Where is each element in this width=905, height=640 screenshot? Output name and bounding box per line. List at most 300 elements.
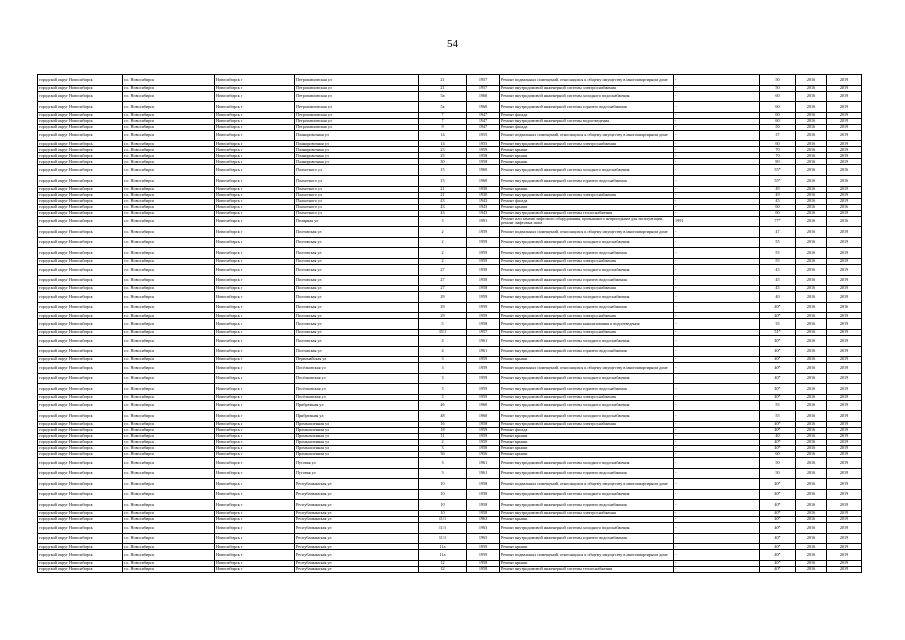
house-number-cell: 2	[419, 440, 467, 446]
city-cell: Новосибирск г	[215, 550, 295, 561]
start-year-cell: 2016	[796, 204, 827, 210]
house-number-cell: 12	[419, 566, 467, 572]
house-number-cell: 46	[419, 400, 467, 411]
street-cell: Республиканская ул	[295, 533, 419, 544]
table-row	[38, 75, 862, 86]
district-cell: г.о. Новосибирск	[123, 329, 215, 335]
build-year-cell: 1961	[467, 346, 500, 357]
start-year-cell: 2016	[796, 85, 827, 91]
district-cell: г.о. Новосибирск	[123, 422, 215, 428]
build-year-cell: 1960	[467, 91, 500, 102]
street-cell: Промышленная ул	[295, 452, 419, 458]
table-row	[38, 292, 862, 303]
start-year-cell: 2016	[796, 75, 827, 86]
municipality-cell: городской округ Новосибирск	[38, 124, 123, 130]
lift-year-cell: -	[674, 440, 760, 446]
municipality-cell: городской округ Новосибирск	[38, 550, 123, 561]
street-cell: Промышленная ул	[295, 428, 419, 434]
street-cell: Плахотного ул	[295, 186, 419, 192]
street-cell: Петропавловская ул	[295, 91, 419, 102]
work-type-cell: Ремонт внутридомовой инженерной системы электроснабжения	[500, 329, 674, 335]
municipality-cell: городской округ Новосибирск	[38, 446, 123, 452]
work-type-cell: Ремонт внутридомовой инженерной системы горячего водоснабжения	[500, 102, 674, 113]
lift-year-cell: -	[674, 560, 760, 566]
table-row	[38, 489, 862, 500]
table-row	[38, 275, 862, 286]
end-year-cell: 2019	[827, 517, 862, 523]
start-year-cell: 2016	[796, 458, 827, 469]
house-number-cell: 2	[419, 227, 467, 238]
district-cell: г.о. Новосибирск	[123, 544, 215, 550]
street-cell: Петропавловская ул	[295, 118, 419, 124]
build-year-cell: 1958	[467, 286, 500, 292]
start-year-cell: 2016	[796, 400, 827, 411]
cost-cell: 50	[760, 75, 796, 86]
cost-cell: 40*	[760, 357, 796, 363]
house-number-cell: 11а	[419, 550, 467, 561]
city-cell: Новосибирск г	[215, 560, 295, 566]
work-type-cell: Ремонт крыши	[500, 517, 674, 523]
street-cell: Планировочная ул	[295, 147, 419, 153]
work-type-cell: Ремонт подвальных помещений, относящихся к общему имуществу в многоквартирном доме	[500, 550, 674, 561]
municipality-cell: городской округ Новосибирск	[38, 292, 123, 303]
house-number-cell: 29	[419, 313, 467, 319]
district-cell: г.о. Новосибирск	[123, 85, 215, 91]
build-year-cell: 1959	[467, 384, 500, 395]
start-year-cell: 2016	[796, 118, 827, 124]
work-type-cell: Ремонт крыши	[500, 544, 674, 550]
municipality-cell: городской округ Новосибирск	[38, 102, 123, 113]
city-cell: Новосибирск г	[215, 363, 295, 374]
work-type-cell: Ремонт крыши	[500, 186, 674, 192]
end-year-cell: 2019	[827, 400, 862, 411]
house-number-cell: 29	[419, 292, 467, 303]
work-type-cell: Ремонт внутридомовой инженерной системы горячего водоснабжения	[500, 175, 674, 186]
table-row	[38, 550, 862, 561]
district-cell: г.о. Новосибирск	[123, 363, 215, 374]
lift-year-cell: -	[674, 533, 760, 544]
work-type-cell: Ремонт фасада	[500, 198, 674, 204]
house-number-cell: 9	[419, 124, 467, 130]
start-year-cell: 2016	[796, 186, 827, 192]
lift-year-cell: -	[674, 479, 760, 490]
house-number-cell: 7	[419, 118, 467, 124]
street-cell: Полтавская ул	[295, 237, 419, 248]
municipality-cell: городской округ Новосибирск	[38, 434, 123, 440]
build-year-cell: 1959	[467, 394, 500, 400]
municipality-cell: городской округ Новосибирск	[38, 75, 123, 86]
house-number-cell: 35/1	[419, 329, 467, 335]
build-year-cell: 1930	[467, 186, 500, 192]
street-cell: Республиканская ул	[295, 560, 419, 566]
district-cell: г.о. Новосибирск	[123, 319, 215, 330]
street-cell: Республиканская ул	[295, 544, 419, 550]
build-year-cell: 1958	[467, 422, 500, 428]
end-year-cell: 2019	[827, 422, 862, 428]
house-number-cell: 5а	[419, 102, 467, 113]
district-cell: г.о. Новосибирск	[123, 394, 215, 400]
end-year-cell: 2019	[827, 147, 862, 153]
build-year-cell: 1955	[467, 130, 500, 141]
street-cell: Посёлковская ул	[295, 384, 419, 395]
start-year-cell: 2016	[796, 302, 827, 313]
street-cell: Республиканская ул	[295, 479, 419, 490]
municipality-cell: городской округ Новосибирск	[38, 394, 123, 400]
work-type-cell: Ремонт внутридомовой инженерной системы холодного водоснабжения	[500, 400, 674, 411]
start-year-cell: 2016	[796, 124, 827, 130]
house-number-cell: 14	[419, 141, 467, 147]
build-year-cell: 1959	[467, 363, 500, 374]
cost-cell: 40*	[760, 384, 796, 395]
table-row	[38, 523, 862, 534]
street-cell: Республиканская ул	[295, 489, 419, 500]
cost-cell: 60	[760, 118, 796, 124]
municipality-cell: городской округ Новосибирск	[38, 275, 123, 286]
end-year-cell: 2019	[827, 479, 862, 490]
cost-cell: 40*	[760, 550, 796, 561]
municipality-cell: городской округ Новосибирск	[38, 560, 123, 566]
municipality-cell: городской округ Новосибирск	[38, 319, 123, 330]
lift-year-cell: -	[674, 153, 760, 159]
street-cell: Республиканская ул	[295, 500, 419, 511]
work-type-cell: Ремонт крыши	[500, 153, 674, 159]
build-year-cell: 1959	[467, 292, 500, 303]
lift-year-cell: -	[674, 159, 760, 165]
municipality-cell: городской округ Новосибирск	[38, 204, 123, 210]
work-type-cell: Ремонт внутридомовой инженерной системы холодного водоснабжения	[500, 458, 674, 469]
cost-cell: 40*	[760, 422, 796, 428]
municipality-cell: городской округ Новосибирск	[38, 210, 123, 216]
house-number-cell: 21	[419, 192, 467, 198]
end-year-cell: 2019	[827, 91, 862, 102]
lift-year-cell: -	[674, 566, 760, 572]
end-year-cell: 2019	[827, 434, 862, 440]
municipality-cell: городской округ Новосибирск	[38, 112, 123, 118]
municipality-cell: городской округ Новосибирск	[38, 192, 123, 198]
city-cell: Новосибирск г	[215, 147, 295, 153]
cost-cell: 55	[760, 237, 796, 248]
cost-cell: 50	[760, 85, 796, 91]
street-cell: Прибрежная ул	[295, 411, 419, 422]
city-cell: Новосибирск г	[215, 118, 295, 124]
district-cell: г.о. Новосибирск	[123, 523, 215, 534]
build-year-cell: 1959	[467, 434, 500, 440]
house-number-cell: 11а	[419, 544, 467, 550]
work-type-cell: Ремонт внутридомовой инженерной системы электроснабжения	[500, 286, 674, 292]
build-year-cell: 1947	[467, 124, 500, 130]
build-year-cell: 1959	[467, 428, 500, 434]
end-year-cell: 2019	[827, 511, 862, 517]
work-type-cell: Ремонт внутридомовой инженерной системы холодного водоснабжения	[500, 165, 674, 176]
start-year-cell: 2016	[796, 533, 827, 544]
end-year-cell: 2019	[827, 124, 862, 130]
lift-year-cell: -	[674, 75, 760, 86]
street-cell: Плахотного ул	[295, 210, 419, 216]
house-number-cell: 18	[419, 428, 467, 434]
district-cell: г.о. Новосибирск	[123, 400, 215, 411]
table-body	[38, 75, 862, 573]
end-year-cell: 2019	[827, 159, 862, 165]
district-cell: г.о. Новосибирск	[123, 227, 215, 238]
municipality-cell: городской округ Новосибирск	[38, 216, 123, 227]
start-year-cell: 2016	[796, 468, 827, 479]
end-year-cell: 2019	[827, 357, 862, 363]
city-cell: Новосибирск г	[215, 346, 295, 357]
build-year-cell: 1958	[467, 479, 500, 490]
house-number-cell: 29	[419, 302, 467, 313]
district-cell: г.о. Новосибирск	[123, 204, 215, 210]
start-year-cell: 2016	[796, 313, 827, 319]
build-year-cell: 1943	[467, 198, 500, 204]
table-row	[38, 130, 862, 141]
city-cell: Новосибирск г	[215, 227, 295, 238]
end-year-cell: 2016	[827, 175, 862, 186]
work-type-cell: Ремонт фасада	[500, 124, 674, 130]
house-number-cell: 5а	[419, 91, 467, 102]
work-type-cell: Ремонт крыши	[500, 560, 674, 566]
table-row	[38, 216, 862, 227]
work-type-cell: Ремонт внутридомовой инженерной системы электроснабжения	[500, 511, 674, 517]
municipality-cell: городской округ Новосибирск	[38, 153, 123, 159]
district-cell: г.о. Новосибирск	[123, 141, 215, 147]
municipality-cell: городской округ Новосибирск	[38, 302, 123, 313]
table-row	[38, 165, 862, 176]
lift-year-cell: -	[674, 130, 760, 141]
city-cell: Новосибирск г	[215, 440, 295, 446]
start-year-cell: 2016	[796, 112, 827, 118]
work-type-cell: Ремонт крыши	[500, 159, 674, 165]
district-cell: г.о. Новосибирск	[123, 302, 215, 313]
municipality-cell: городской округ Новосибирск	[38, 384, 123, 395]
city-cell: Новосибирск г	[215, 302, 295, 313]
end-year-cell: 2019	[827, 329, 862, 335]
end-year-cell: 2019	[827, 446, 862, 452]
street-cell: Посёлковская ул	[295, 363, 419, 374]
district-cell: г.о. Новосибирск	[123, 458, 215, 469]
street-cell: Полтавская ул	[295, 248, 419, 259]
house-number-cell: 11/1	[419, 523, 467, 534]
start-year-cell: 2016	[796, 329, 827, 335]
table-row	[38, 468, 862, 479]
work-type-cell: Ремонт внутридомовой инженерной системы электроснабжения	[500, 394, 674, 400]
district-cell: г.о. Новосибирск	[123, 159, 215, 165]
end-year-cell: 2019	[827, 248, 862, 259]
build-year-cell: 1959	[467, 248, 500, 259]
house-number-cell: 43	[419, 204, 467, 210]
city-cell: Новосибирск г	[215, 153, 295, 159]
start-year-cell: 2016	[796, 411, 827, 422]
end-year-cell: 2019	[827, 319, 862, 330]
table-row	[38, 566, 862, 572]
city-cell: Новосибирск г	[215, 544, 295, 550]
lift-year-cell: -	[674, 434, 760, 440]
district-cell: г.о. Новосибирск	[123, 373, 215, 384]
street-cell: Полтавская ул	[295, 302, 419, 313]
lift-year-cell: -	[674, 227, 760, 238]
street-cell: Планировочная ул	[295, 153, 419, 159]
start-year-cell: 2016	[796, 452, 827, 458]
district-cell: г.о. Новосибирск	[123, 292, 215, 303]
build-year-cell: 1943	[467, 204, 500, 210]
end-year-cell: 2019	[827, 500, 862, 511]
lift-year-cell: -	[674, 91, 760, 102]
street-cell: Петропавловская ул	[295, 112, 419, 118]
end-year-cell: 2019	[827, 275, 862, 286]
municipality-cell: городской округ Новосибирск	[38, 357, 123, 363]
municipality-cell: городской округ Новосибирск	[38, 373, 123, 384]
work-type-cell: Ремонт подвальных помещений, относящихся к общему имуществу в многоквартирном доме	[500, 227, 674, 238]
city-cell: Новосибирск г	[215, 434, 295, 440]
district-cell: г.о. Новосибирск	[123, 440, 215, 446]
street-cell: Плахотного ул	[295, 175, 419, 186]
cost-cell: 60	[760, 102, 796, 113]
municipality-cell: городской округ Новосибирск	[38, 85, 123, 91]
build-year-cell: 1960	[467, 102, 500, 113]
house-number-cell: 4	[419, 335, 467, 346]
city-cell: Новосибирск г	[215, 357, 295, 363]
start-year-cell: 2016	[796, 275, 827, 286]
lift-year-cell: -	[674, 192, 760, 198]
build-year-cell: 1960	[467, 175, 500, 186]
lift-year-cell: -	[674, 500, 760, 511]
house-number-cell: 10	[419, 489, 467, 500]
table-row	[38, 248, 862, 259]
district-cell: г.о. Новосибирск	[123, 434, 215, 440]
lift-year-cell: -	[674, 357, 760, 363]
city-cell: Новосибирск г	[215, 411, 295, 422]
build-year-cell: 1956	[467, 452, 500, 458]
end-year-cell: 2019	[827, 363, 862, 374]
cost-cell: 40	[760, 292, 796, 303]
start-year-cell: 2016	[796, 286, 827, 292]
end-year-cell: 2019	[827, 210, 862, 216]
lift-year-cell: -	[674, 489, 760, 500]
work-type-cell: Ремонт внутридомовой инженерной системы электроснабжения	[500, 85, 674, 91]
municipality-cell: городской округ Новосибирск	[38, 175, 123, 186]
end-year-cell: 2019	[827, 452, 862, 458]
end-year-cell: 2019	[827, 102, 862, 113]
build-year-cell: 1958	[467, 500, 500, 511]
municipality-cell: городской округ Новосибирск	[38, 248, 123, 259]
district-cell: г.о. Новосибирск	[123, 175, 215, 186]
lift-year-cell: -	[674, 468, 760, 479]
end-year-cell: 2019	[827, 130, 862, 141]
cost-cell: 60	[760, 210, 796, 216]
municipality-cell: городской округ Новосибирск	[38, 286, 123, 292]
street-cell: Полтавская ул	[295, 319, 419, 330]
municipality-cell: городской округ Новосибирск	[38, 517, 123, 523]
build-year-cell: 1960	[467, 400, 500, 411]
street-cell: Планировочная ул	[295, 130, 419, 141]
street-cell: Пуговая ул	[295, 458, 419, 469]
house-number-cell: 3	[419, 216, 467, 227]
table-row	[38, 227, 862, 238]
work-type-cell: Ремонт внутридомовой инженерной системы холодного водоснабжения	[500, 411, 674, 422]
city-cell: Новосибирск г	[215, 141, 295, 147]
cost-cell: 40*	[760, 346, 796, 357]
house-number-cell: 3	[419, 384, 467, 395]
city-cell: Новосибирск г	[215, 313, 295, 319]
cost-cell: 40*	[760, 335, 796, 346]
house-number-cell: 48	[419, 411, 467, 422]
street-cell: Плахотного ул	[295, 204, 419, 210]
municipality-cell: городской округ Новосибирск	[38, 479, 123, 490]
house-number-cell: 10	[419, 511, 467, 517]
municipality-cell: городской округ Новосибирск	[38, 141, 123, 147]
district-cell: г.о. Новосибирск	[123, 346, 215, 357]
municipality-cell: городской округ Новосибирск	[38, 159, 123, 165]
work-type-cell: Ремонт внутридомовой инженерной системы электроснабжения	[500, 141, 674, 147]
work-type-cell: Ремонт внутридомовой инженерной системы холодного водоснабжения	[500, 292, 674, 303]
start-year-cell: 2016	[796, 210, 827, 216]
build-year-cell: 1958	[467, 489, 500, 500]
house-number-cell: 30	[419, 159, 467, 165]
build-year-cell: 1955	[467, 141, 500, 147]
city-cell: Новосибирск г	[215, 124, 295, 130]
work-type-cell: Ремонт внутридомовой инженерной системы теплоснабжения	[500, 210, 674, 216]
municipality-cell: городской округ Новосибирск	[38, 313, 123, 319]
municipality-cell: городской округ Новосибирск	[38, 227, 123, 238]
end-year-cell: 2019	[827, 468, 862, 479]
city-cell: Новосибирск г	[215, 192, 295, 198]
build-year-cell: 1961	[467, 335, 500, 346]
start-year-cell: 2016	[796, 319, 827, 330]
city-cell: Новосибирск г	[215, 384, 295, 395]
table-row	[38, 102, 862, 113]
lift-year-cell: -	[674, 384, 760, 395]
lift-year-cell: -	[674, 422, 760, 428]
lift-year-cell: -	[674, 248, 760, 259]
city-cell: Новосибирск г	[215, 130, 295, 141]
house-number-cell: 11	[419, 434, 467, 440]
cost-cell: 55*	[760, 165, 796, 176]
cost-cell: 45	[760, 198, 796, 204]
start-year-cell: 2016	[796, 102, 827, 113]
work-type-cell: Ремонт внутридомовой инженерной системы электроснабжения	[500, 258, 674, 264]
lift-year-cell: -	[674, 302, 760, 313]
city-cell: Новосибирск г	[215, 237, 295, 248]
street-cell: Промышленная ул	[295, 440, 419, 446]
street-cell: Промышленная ул	[295, 434, 419, 440]
cost-cell: 60	[760, 112, 796, 118]
district-cell: г.о. Новосибирск	[123, 489, 215, 500]
cost-cell: 45	[760, 286, 796, 292]
lift-year-cell: 1991	[674, 216, 760, 227]
house-number-cell: 11/1	[419, 517, 467, 523]
build-year-cell: 1991	[467, 216, 500, 227]
cost-cell: 50	[760, 458, 796, 469]
city-cell: Новосибирск г	[215, 446, 295, 452]
lift-year-cell: -	[674, 411, 760, 422]
end-year-cell: 2019	[827, 560, 862, 566]
table-row	[38, 479, 862, 490]
district-cell: г.о. Новосибирск	[123, 560, 215, 566]
cost-cell: 55	[760, 248, 796, 259]
work-type-cell: Ремонт внутридомовой инженерной системы горячего водоснабжения	[500, 275, 674, 286]
repair-schedule-table	[37, 74, 862, 573]
table-row	[38, 346, 862, 357]
city-cell: Новосибирск г	[215, 85, 295, 91]
house-number-cell: 4	[419, 346, 467, 357]
city-cell: Новосибирск г	[215, 511, 295, 517]
house-number-cell: 7	[419, 112, 467, 118]
house-number-cell: 15	[419, 165, 467, 176]
lift-year-cell: -	[674, 313, 760, 319]
end-year-cell: 2019	[827, 118, 862, 124]
municipality-cell: городской округ Новосибирск	[38, 452, 123, 458]
build-year-cell: 1958	[467, 264, 500, 275]
build-year-cell: 1958	[467, 159, 500, 165]
